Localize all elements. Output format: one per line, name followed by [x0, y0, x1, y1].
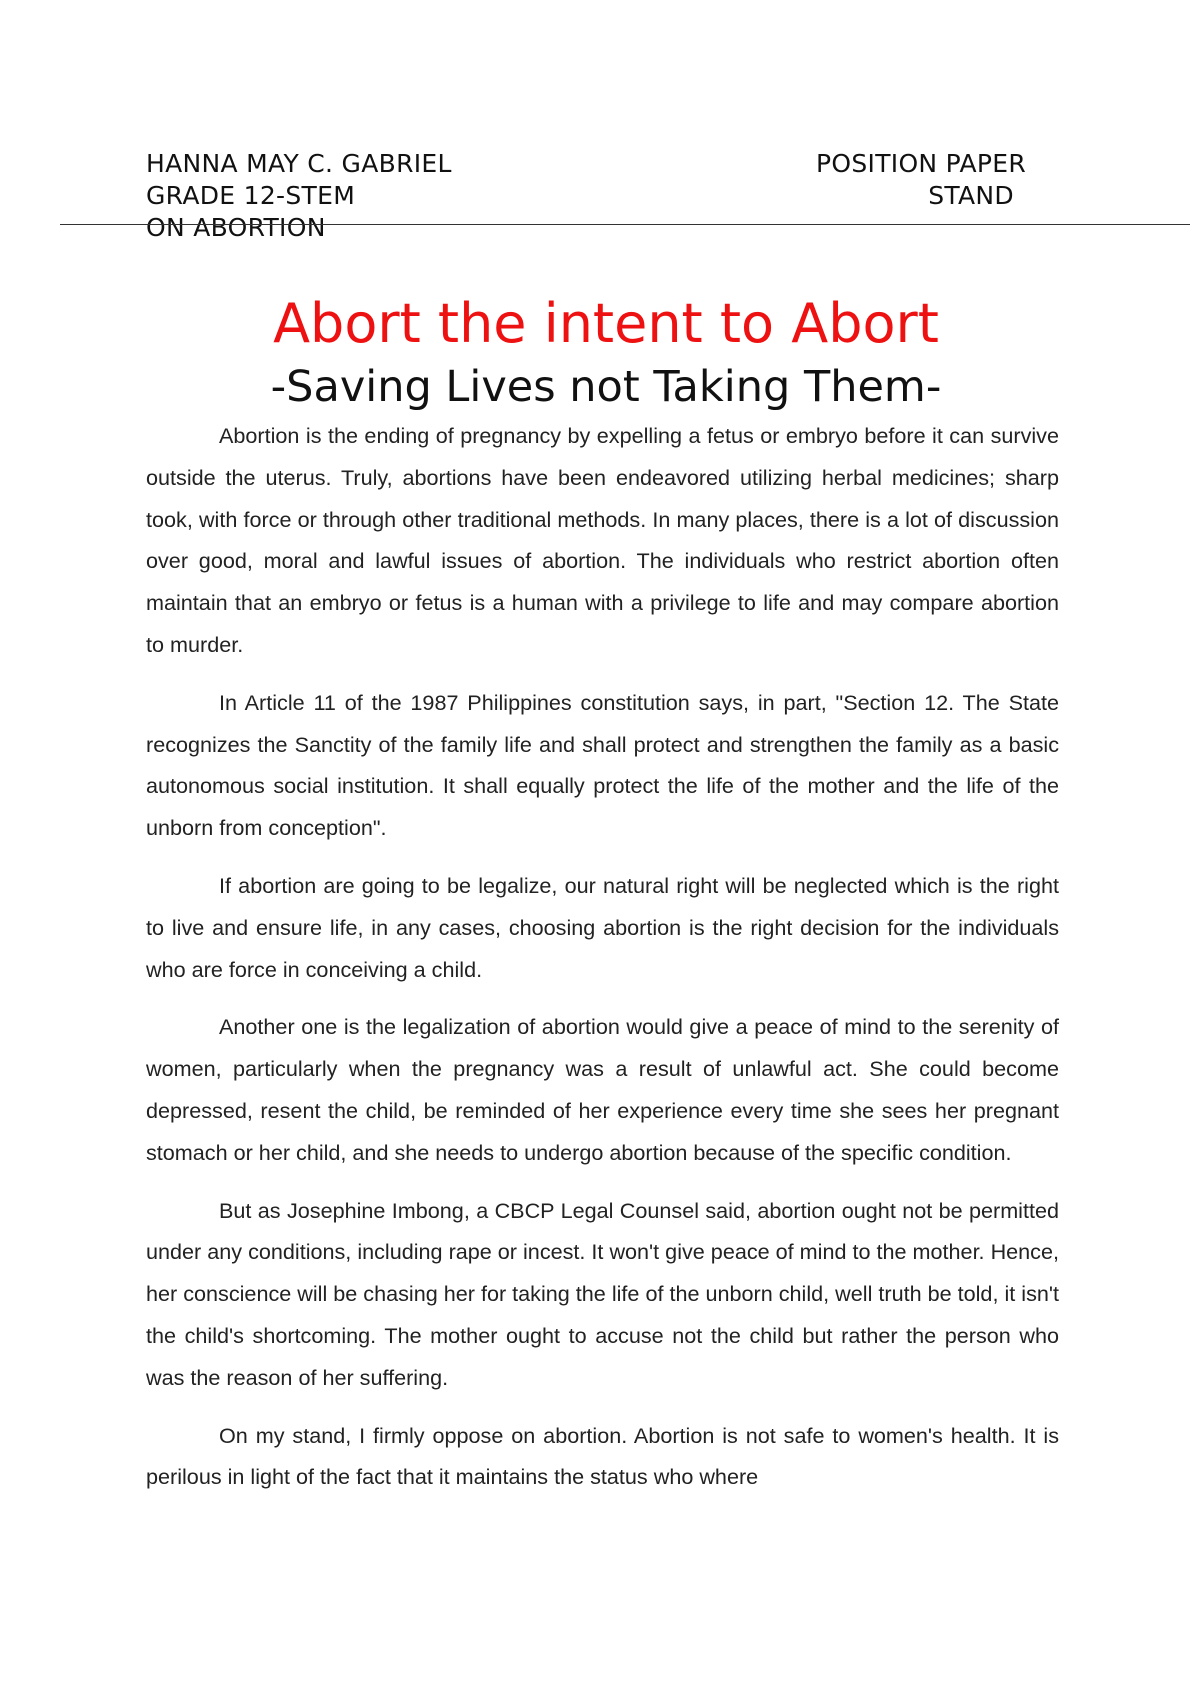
- document-body: [146, 415, 1059, 1514]
- header-row-2: [146, 180, 1026, 212]
- header-row-1: [146, 148, 1026, 180]
- paragraph: On my stand, I firmly oppose on abortion. Abortion is not safe to women's health. It is perilous in light of the fact that it maintains the status who where: [146, 1422, 1059, 1490]
- paragraph: In Article 11 of the 1987 Philippines constitution says, in part, "Section 12. The State recognizes the Sanctity of the family life and shall protect and strengthen the family as a basic autonomous social institution. It shall equally protect the life of the mother and the life of the unborn from conception".: [146, 689, 1059, 841]
- document-subtitle: -Saving Lives not Taking Them-: [270, 362, 942, 412]
- document-title: Abort the intent to Abort: [273, 292, 939, 355]
- author-name: HANNA MAY C. GABRIEL: [146, 149, 452, 178]
- stand-label: STAND: [928, 181, 1014, 210]
- author-grade: GRADE 12-STEM: [146, 181, 356, 210]
- topic-label: ON ABORTION: [146, 213, 326, 242]
- paragraph: Another one is the legalization of abortion would give a peace of mind to the serenity of women, particularly when the pregnancy was a result of unlawful act. She could become depressed, resent the child, be reminded of her experience every time she sees her pregnant stomach or her child, and she needs to undergo abortion because of the specific condition.: [146, 1014, 1059, 1165]
- document-type: POSITION PAPER: [816, 149, 1026, 178]
- paragraph: But as Josephine Imbong, a CBCP Legal Counsel said, abortion ought not be permitted under any conditions, including rape or incest. It won't give peace of mind to the mother. Hence, her conscience will be chasing her for taking the life of the unborn child, well truth be told, it isn't the child's shortcoming. The mother ought to accuse not the child but rather the person who was the reason of her suffering.: [146, 1197, 1059, 1390]
- header-row-3: [146, 212, 1026, 244]
- header-divider: [60, 224, 1190, 225]
- paragraph: Abortion is the ending of pregnancy by expelling a fetus or embryo before it can survive outside the uterus. Truly, abortions have been endeavored utilizing herbal medicines; sharp took, with force or through other traditional methods. In many places, there is a lot of discussion over good, moral and lawful issues of abortion. The individuals who restrict abortion often maintain that an embryo or fetus is a human with a privilege to life and may compare abortion to murder.: [146, 423, 1059, 657]
- paragraph: If abortion are going to be legalize, our natural right will be neglected which is the right to live and ensure life, in any cases, choosing abortion is the right decision for the individuals who are force in conceiving a child.: [146, 872, 1059, 982]
- document-header: [146, 148, 1026, 244]
